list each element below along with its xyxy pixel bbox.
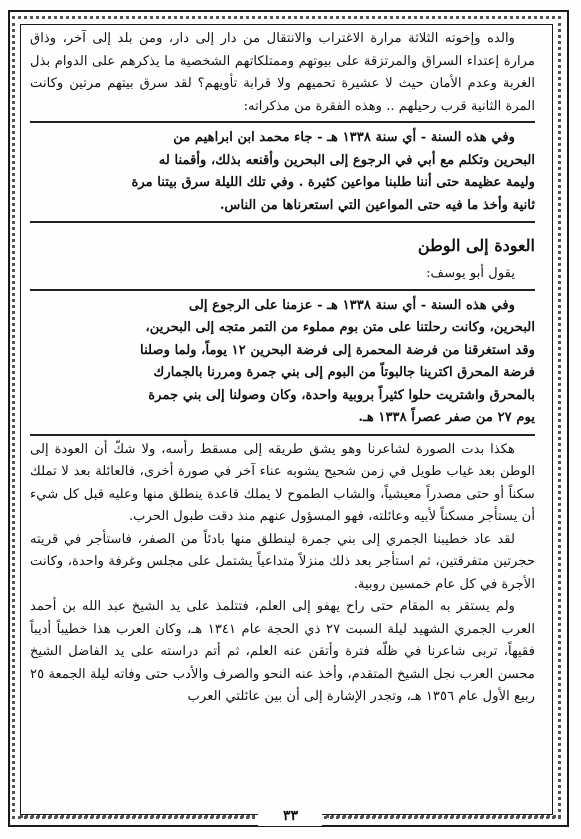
quote-2-line: وفي هذه السنة - أي سنة ١٣٣٨ هـ - عزمنا على الرجوع إلى bbox=[188, 297, 515, 313]
page-content bbox=[30, 28, 535, 798]
body-paragraph: ولم يستقر به المقام حتى راح يهفو إلى العلم، فتتلمذ على يد الشيخ عبد الله بن أحمد العرب الجمري الشهيد ليلة السبت ٢٧ ذي الحجة عام ١٣٤١ هـ، وكان العرب هذا خطيباً أديباً فقيهاً، تربى شاعرنا في ظلّه فترة وأتقن عنه العلم، ثم أتم دراسته على يد الفاضل الشيخ محسن العرب نجل الشيخ المتقدم، وأخذ عنه النحو والصرف والأدب حتى وفاته ليلة الجمعة ٢٥ ربيع الأول عام ١٣٥٦ هـ، وتجدر الإشارة إلى أن بين عائلتي العرب bbox=[30, 599, 535, 704]
quote-1-line: وليمة عظيمة حتى أننا طلبنا مواعين كثيرة . وفي تلك الليلة سرق بيتنا مرة bbox=[131, 175, 535, 190]
memoir-quote-1 bbox=[30, 121, 535, 223]
opening-paragraph: والده وإخوته الثلاثة مرارة الاغتراب والانتقال من دار إلى دار، ومن بلد إلى آخر، وذاق مرارة إعتداء السراق والمرتزقة على بيوتهم وممتلكاتهم الشخصية ما يذكرهم على الدوام بذل الغربة وعدم الأمان حيث لا عشيرة تحميهم ولا قرابة تأويهم؟ لقد سرق بيتهم مرتين وكانت المرة الثانية قرب رحيلهم .. وهذه الفقرة من مذكراته: bbox=[30, 31, 535, 114]
quote-1-line: البحرين وتكلم مع أبي في الرجوع إلى البحرين وأقنعه بذلك، وأقمنا له bbox=[158, 152, 535, 168]
section-heading: العودة إلى الوطن bbox=[417, 236, 535, 255]
page-number: ٣٣ bbox=[282, 808, 299, 824]
quote-2-line: بالمحرق واشتريت حلوا كثيراً بروبية واحدة، وكان وصولنا إلى بني جمرة bbox=[148, 387, 535, 403]
quote-2-line: وقد استغرقنا من فرضة المحمرة إلى فرضة البحرين ١٢ يوماً، ولما وصلنا bbox=[140, 342, 535, 358]
quote-intro: يقول أبو يوسف: bbox=[426, 266, 515, 281]
body-paragraph: لقد عاد خطيبنا الجمري إلى بني جمرة لينطلق منها بادئاً من الصفر، فاستأجر في قريته حجرتين متفرقتين، ثم استأجر بعد ذلك منزلاً متداعياً يشتمل على مجلس وغرفة واحدة، وكانت الأجرة في كل عام خمسين روبية. bbox=[30, 531, 535, 592]
quote-2-line: يوم ٢٧ من صفر عصراً ١٣٣٨ هـ. bbox=[358, 410, 535, 425]
quote-1-line: وفي هذه السنة - أي سنة ١٣٣٨ هـ - جاء محمد ابن ابراهيم من bbox=[173, 130, 515, 145]
quote-2-line: فرضة المحرق اكترينا جالبوتاً من البوم إلى بني جمرة ومررنا بالجمارك bbox=[153, 365, 535, 380]
quote-2-line: البحرين، وكانت رحلتنا على متن بوم مملوء من التمر متجه إلى البحرين، bbox=[145, 320, 535, 335]
quote-1-line: ثانية وأخذ ما فيه حتى المواعين التي استعرناها من الناس. bbox=[219, 197, 535, 213]
body-paragraph: هكذا بدت الصورة لشاعرنا وهو يشق طريقه إلى مسقط رأسه، ولا شكّ أن العودة إلى الوطن بعد غياب طويل في زمن شحيح يشوبه عناء آخر في صورة أخرى، فالعائلة بعد لا تملك سكناً أو حتى مصدراً معيشياً، والشاب الطموح لا يملك قاعدة ينطلق منها وعليه قبل كل شيء أن يستأجر مسكناً لأبيه وعائلته، فهو المسؤول عنهم منذ دقت طبول الحرب. bbox=[30, 441, 535, 524]
memoir-quote-2 bbox=[30, 289, 535, 436]
